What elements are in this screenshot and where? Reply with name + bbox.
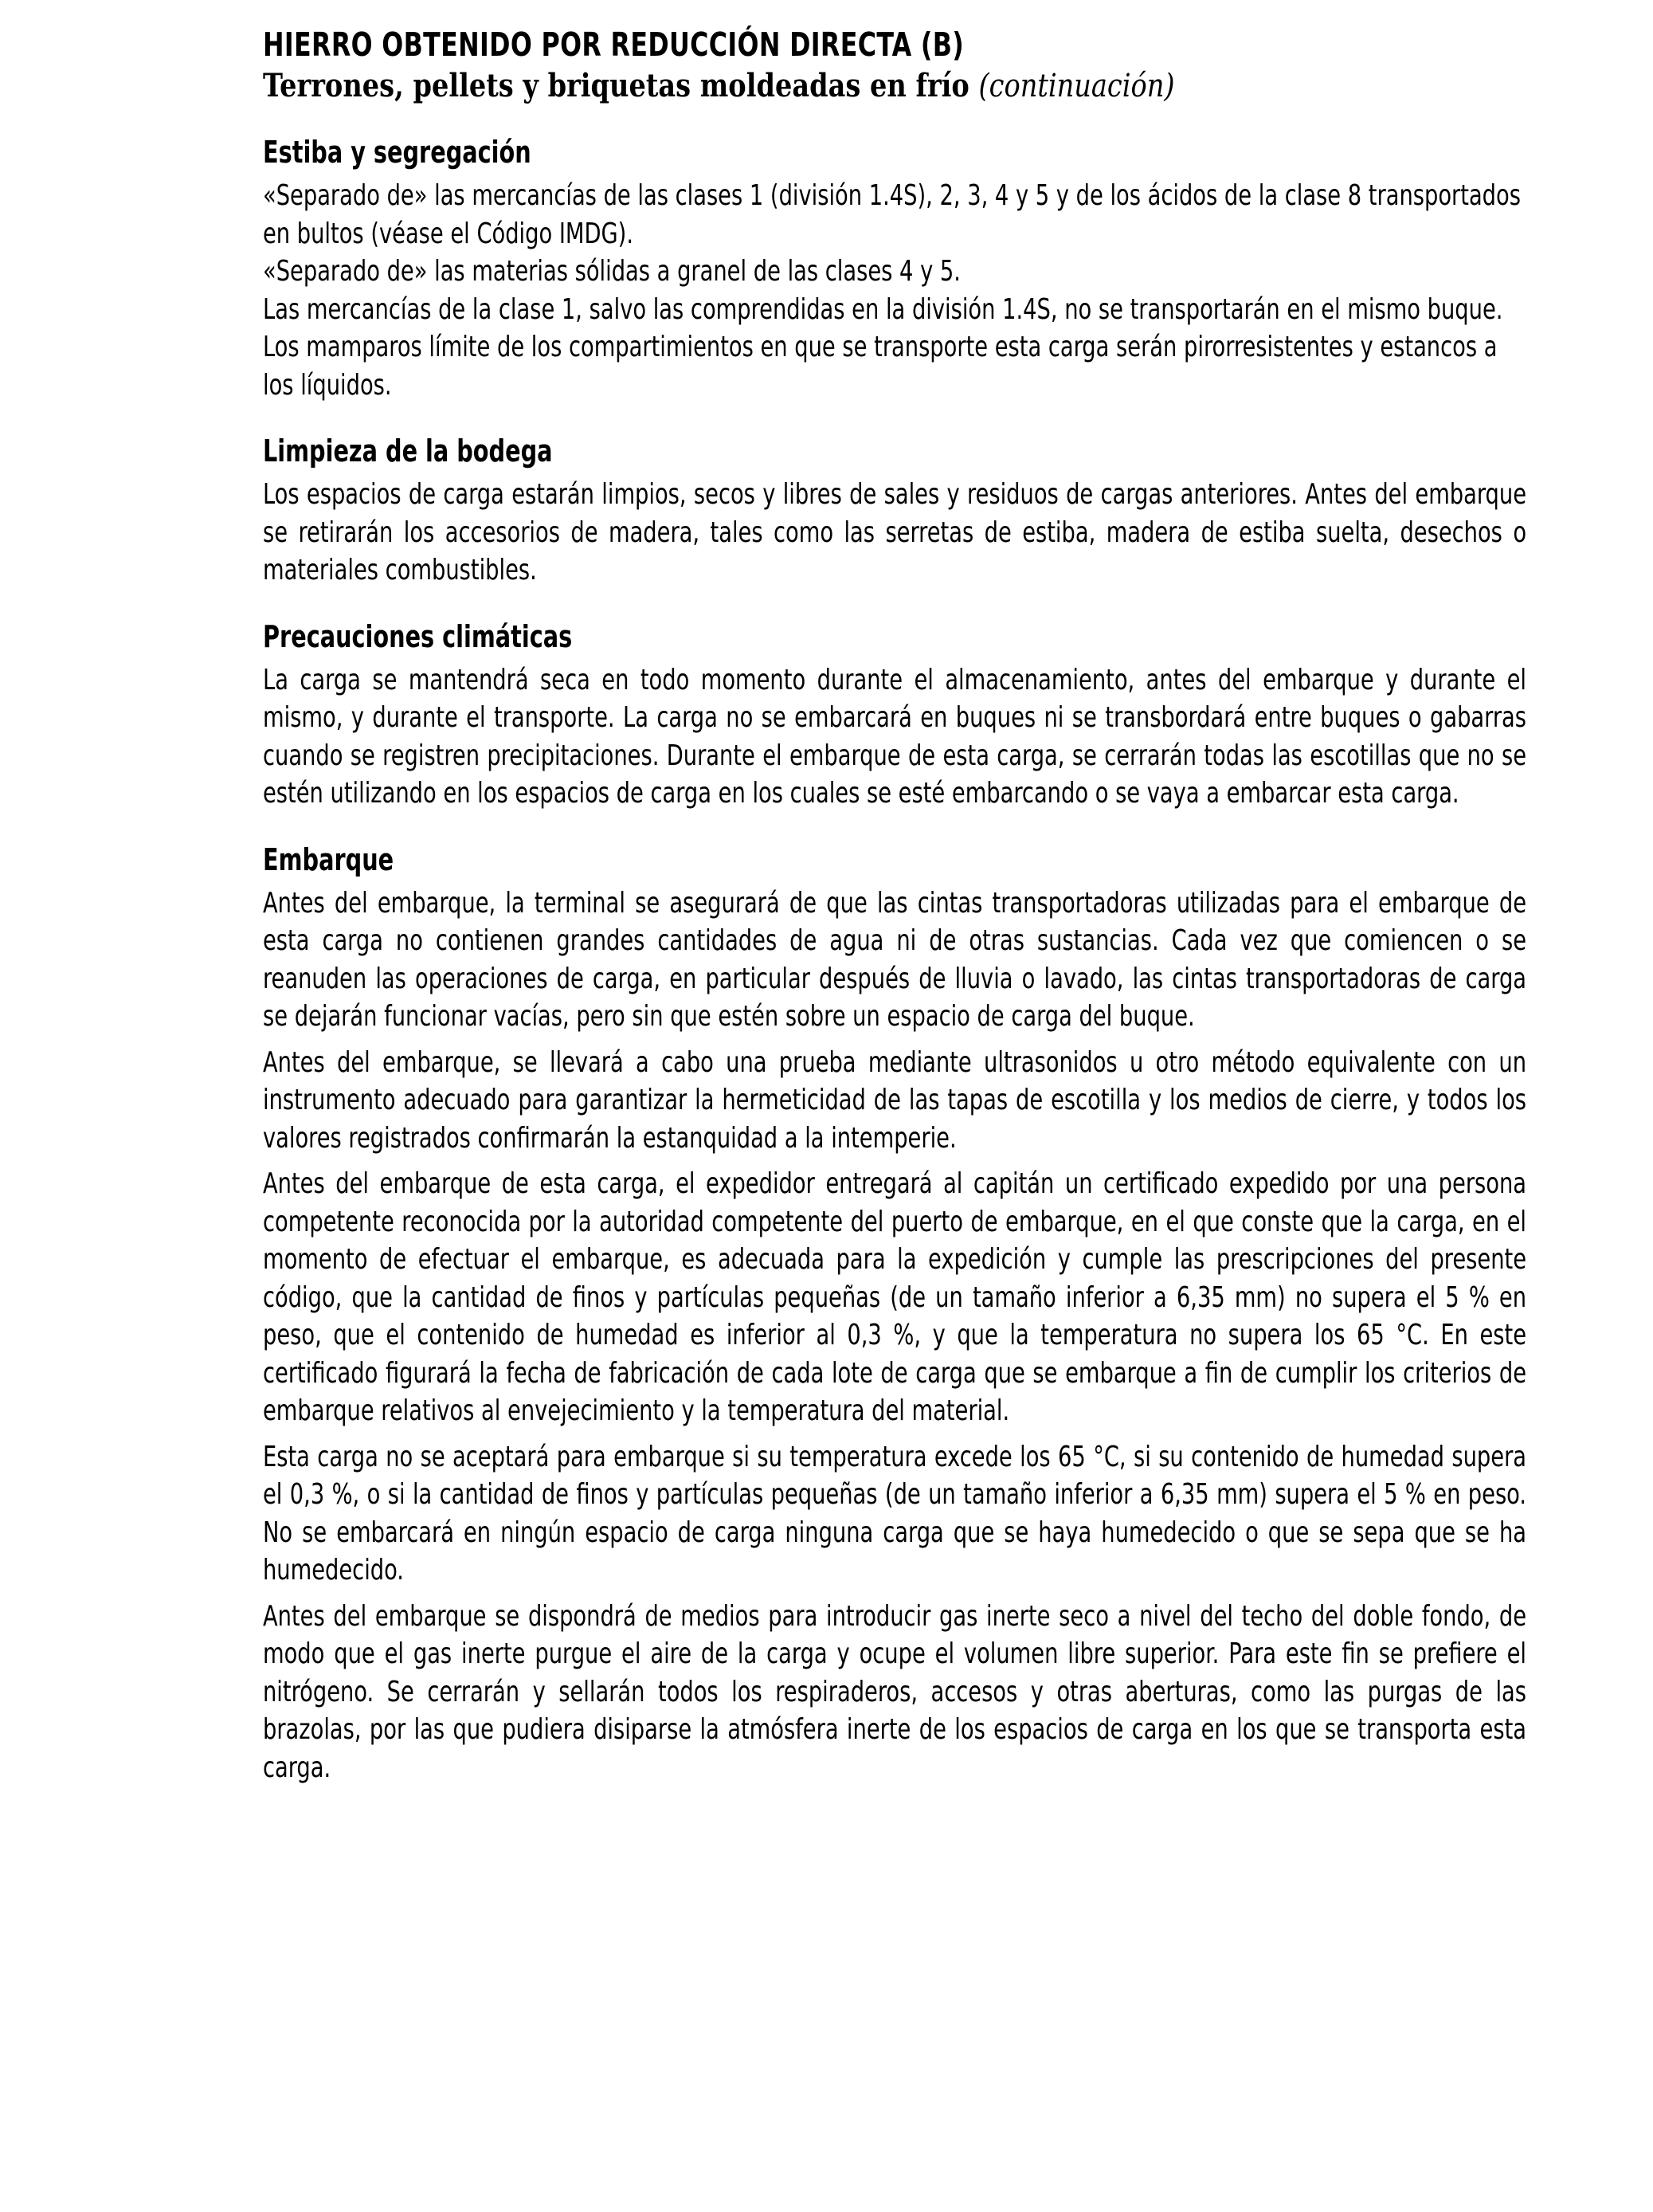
section-precauciones-climaticas	[263, 618, 1526, 813]
section-estiba-y-segregacion	[263, 134, 1526, 404]
page-title: HIERRO OBTENIDO POR REDUCCIÓN DIRECTA (B)	[263, 25, 965, 64]
paragraph: «Separado de» las materias sólidas a granel de las clases 4 y 5.	[263, 255, 961, 288]
section-heading: Precauciones climáticas	[263, 618, 573, 654]
paragraph: Antes del embarque, la terminal se asegurará de que las cintas transportadoras utilizadas para el embarque de esta carga no contienen grandes cantidades de agua ni de otras sustancias. Cada vez que comiencen o se reanuden las operaciones de carga, en particular después de lluvia o lavado, las cintas transportadoras de carga se dejarán funcionar vacías, pero sin que estén sobre un espacio de carga del buque.	[263, 886, 1527, 1033]
section-heading: Embarque	[263, 841, 394, 877]
paragraph: Antes del embarque, se llevará a cabo una prueba mediante ultrasonidos u otro método equivalente con un instrumento adecuado para garantizar la hermeticidad de las tapas de escotilla y los medios de cierre, y todos los valores registrados confirmarán la estanquidad a la intemperie.	[263, 1045, 1527, 1155]
paragraph: Las mercancías de la clase 1, salvo las comprendidas en la división 1.4S, no se transportarán en el mismo buque.	[263, 292, 1503, 326]
paragraph: Antes del embarque de esta carga, el expedidor entregará al capitán un certificado expedido por una persona competente reconocida por la autoridad competente del puerto de embarque, en el que conste que la carga, en el momento de efectuar el embarque, es adecuada para la expedición y cumple las prescripciones del presente código, que la cantidad de finos y partículas pequeñas (de un tamaño inferior a 6,35 mm) no supera el 5 % en peso, que el contenido de humedad es inferior al 0,3 %, y que la temperatura no supera los 65 °C. En este certificado figurará la fecha de fabricación de cada lote de carga que se embarque a fin de cumplir los criterios de embarque relativos al envejecimiento y la temperatura del material.	[263, 1167, 1527, 1427]
paragraph: Los mamparos límite de los compartimientos en que se transporte esta carga serán pirorresistentes y estancos a los líquidos.	[263, 331, 1498, 402]
paragraph: «Separado de» las mercancías de las clases 1 (división 1.4S), 2, 3, 4 y 5 y de los ácidos de la clase 8 transportados en bultos (véase el Código IMDG).	[263, 179, 1521, 250]
paragraph: Esta carga no se aceptará para embarque si su temperatura excede los 65 °C, si su contenido de humedad supera el 0,3 %, o si la cantidad de finos y partículas pequeñas (de un tamaño inferior a 6,35 mm) supera el 5 % en peso. No se embarcará en ningún espacio de carga ninguna carga que se haya humedecido o que se sepa que se ha humedecido.	[263, 1440, 1527, 1586]
paragraph: La carga se mantendrá seca en todo momento durante el almacenamiento, antes del embarque y durante el mismo, y durante el transporte. La carga no se embarcará en buques ni se transbordará entre buques o gabarras cuando se registren precipitaciones. Durante el embarque de esta carga, se cerrarán todas las escotillas que no se estén utilizando en los espacios de carga en los cuales se esté embarcando o se vaya a embarcar esta carga.	[263, 663, 1527, 810]
page-subtitle	[263, 65, 1323, 107]
section-embarque	[263, 841, 1526, 1787]
page-subtitle-continuation: (continuación)	[978, 68, 1175, 104]
section-body	[263, 884, 1526, 1787]
section-limpieza-de-la-bodega	[263, 433, 1526, 590]
paragraph: Antes del embarque se dispondrá de medios para introducir gas inerte seco a nivel del techo del doble fondo, de modo que el gas inerte purgue el aire de la carga y ocupe el volumen libre superior. Para este fin se prefiere el nitrógeno. Se cerrarán y sellarán todos los respiraderos, accesos y otras aberturas, como las purgas de las brazolas, por las que pudiera disiparse la atmósfera inerte de los espacios de carga en los que se transporta esta carga.	[263, 1599, 1527, 1784]
section-body	[263, 476, 1526, 590]
section-heading: Limpieza de la bodega	[263, 433, 553, 469]
section-body	[263, 661, 1526, 813]
page-content	[263, 24, 1526, 1786]
section-body	[263, 177, 1526, 404]
section-heading: Estiba y segregación	[263, 135, 531, 170]
paragraph: Los espacios de carga estarán limpios, secos y libres de sales y residuos de cargas anteriores. Antes del embarque se retirarán los accesorios de madera, tales como las serretas de estiba, madera de estiba suelta, desechos o materiales combustibles.	[263, 478, 1527, 586]
page-subtitle-bold: Terrones, pellets y briquetas moldeadas en frío	[263, 67, 969, 104]
